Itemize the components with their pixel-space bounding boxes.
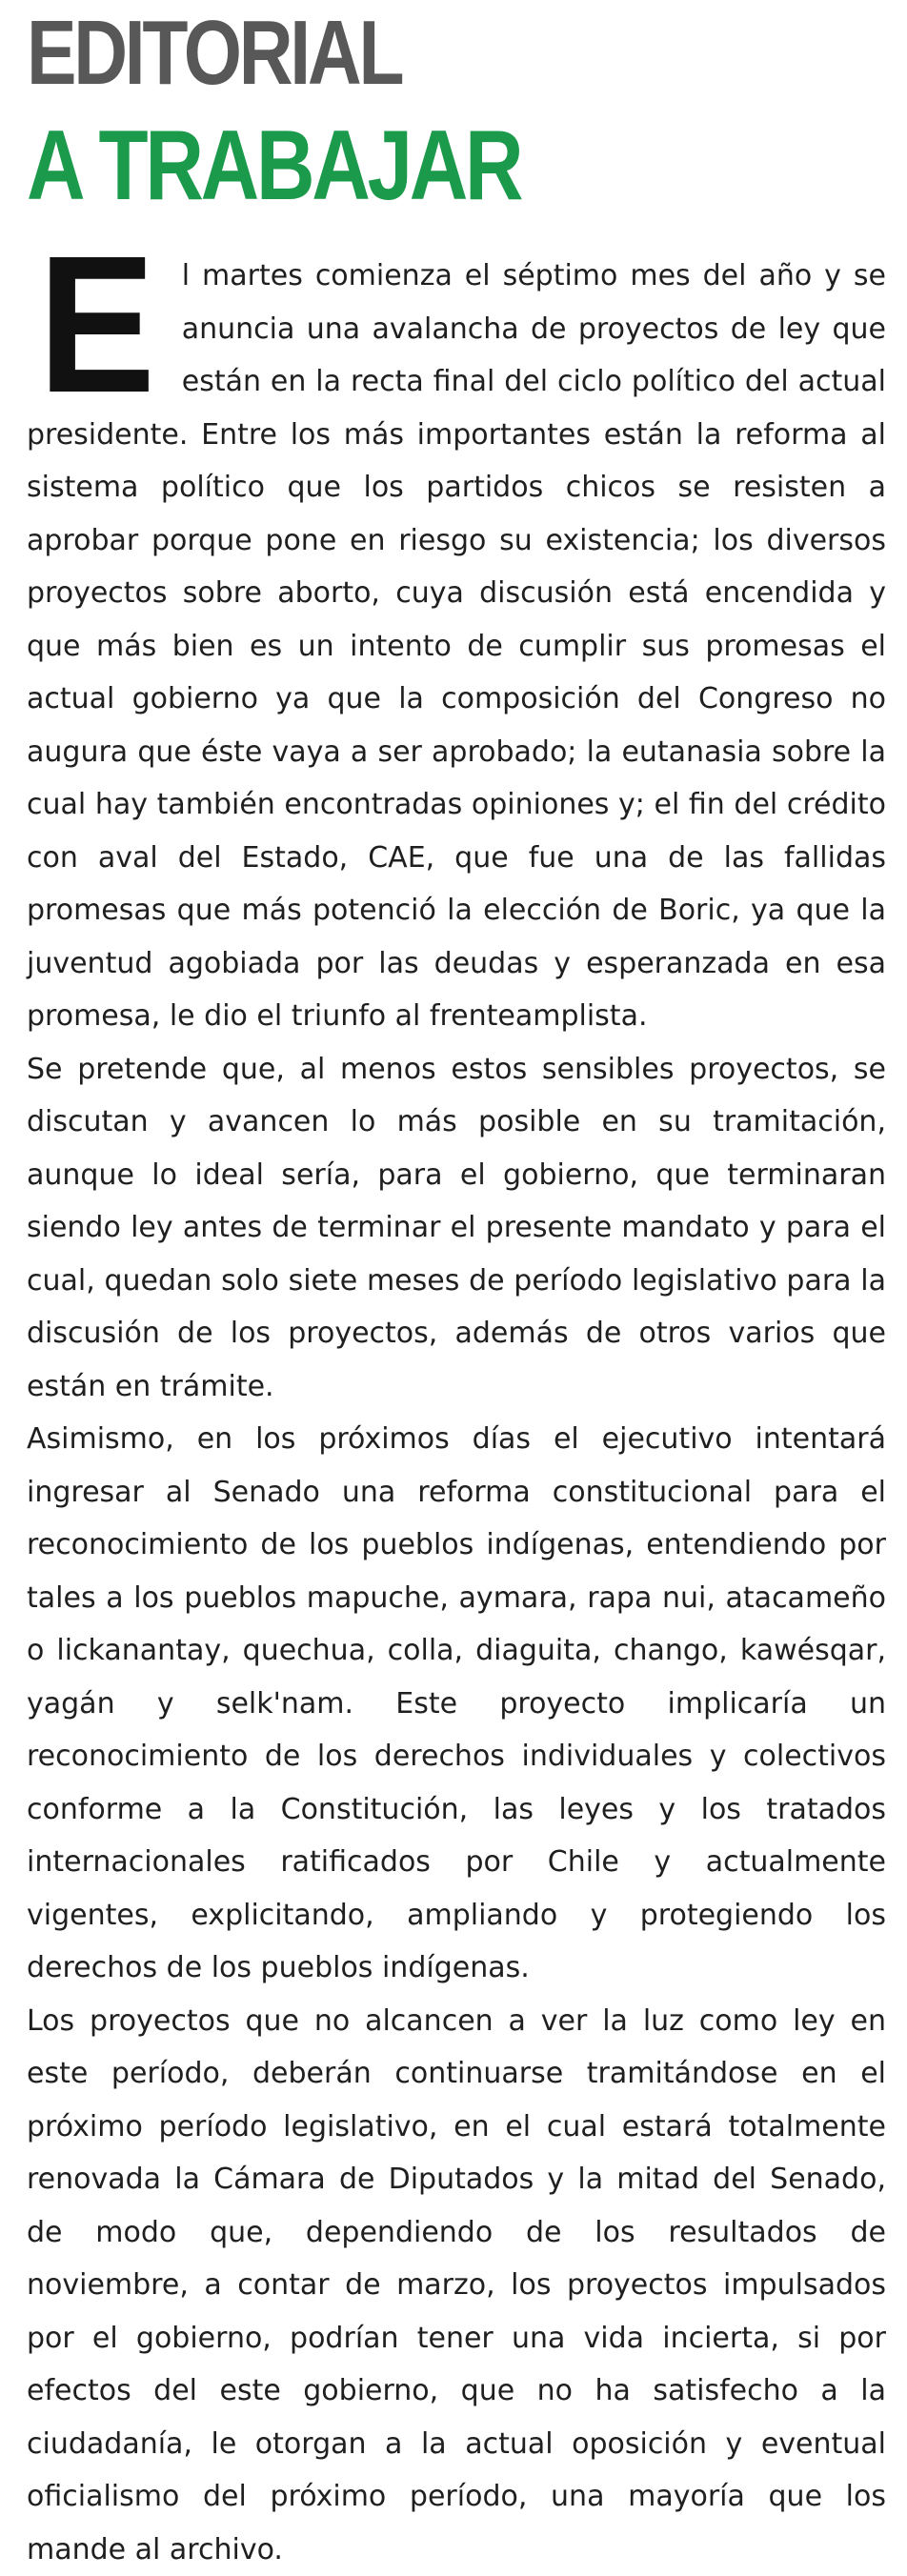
section-kicker: EDITORIAL: [27, 8, 730, 99]
article-paragraph: Se pretende que, al menos estos sensibles proyectos, se discutan y avancen lo más posible en su tramitación, aunque lo ideal sería, para el gobierno, que terminaran siendo ley antes de terminar el presente mandato y para el cual, quedan solo siete meses de período legislativo para la discusión de los proyectos, además de otros varios que están en trámite.: [27, 1043, 886, 1414]
article-paragraph: l martes comienza el séptimo mes del año y se anuncia una avalancha de proyectos de ley que están en la recta final del ciclo político del actual presidente. Entre los más importantes están la reforma al sistema político que los partidos chicos se resisten a aprobar porque pone en riesgo su existencia; los diversos proyectos sobre aborto, cuya discusión está encendida y que más bien es un intento de cumplir sus promesas el actual gobierno ya que la composición del Congreso no augura que éste vaya a ser aprobado; la eutanasia sobre la cual hay también encontradas opiniones y; el fin del crédito con aval del Estado, CAE, que fue una de las fallidas promesas que más potenció la elección de Boric, ya que la juventud agobiada por las deudas y esperanzada en esa promesa, le dio el triunfo al frenteamplista.: [27, 250, 886, 1043]
headline: A TRABAJAR: [27, 116, 730, 215]
drop-cap: E: [38, 253, 155, 398]
article-paragraph: Asimismo, en los próximos días el ejecutivo intentará ingresar al Senado una reforma constitucional para el reconocimiento de los pueblos indígenas, entendiendo por tales a los pueblos mapuche, aymara, rapa nui, atacameño o lickanantay, quechua, colla, diaguita, chango, kawésqar, yagán y selk'nam. Este proyecto implicaría un reconocimiento de los derechos individuales y colectivos conforme a la Constitución, las leyes y los tratados internacionales ratificados por Chile y actualmente vigentes, explicitando, ampliando y protegiendo los derechos de los pueblos indígenas.: [27, 1413, 886, 1995]
article-paragraph: Los proyectos que no alcancen a ver la luz como ley en este período, deberán continuarse tramitándose en el próximo período legislativo, en el cual estará totalmente renovada la Cámara de Diputados y la mitad del Senado, de modo que, dependiendo de los resultados de noviembre, a contar de marzo, los proyectos impulsados por el gobierno, podrían tener una vida incierta, si por efectos del este gobierno, que no ha satisfecho a la ciudadanía, le otorgan a la actual oposición y eventual oficialismo del próximo período, una mayoría que los mande al archivo.: [27, 1995, 886, 2576]
editorial-article: [27, 250, 886, 2576]
editorial-header: [27, 8, 884, 215]
